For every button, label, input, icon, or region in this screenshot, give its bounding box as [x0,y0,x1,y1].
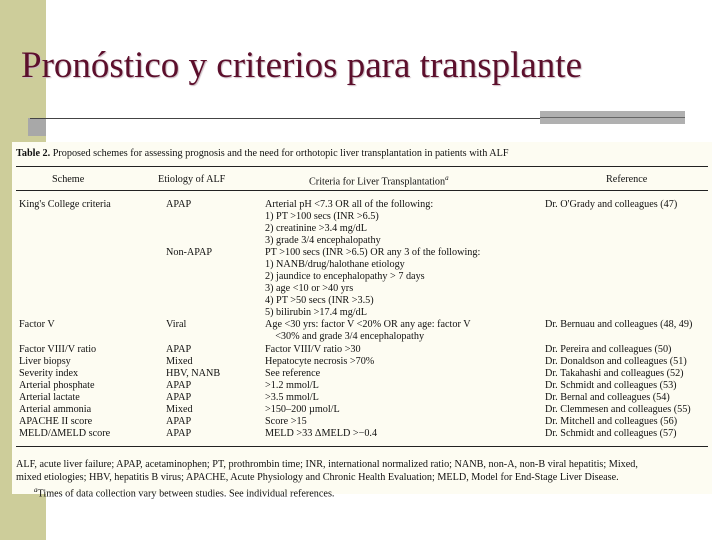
row-16-etiology: APAP [166,392,192,403]
header-reference: Reference [606,174,648,185]
row-10-reference: Dr. Bernuau and colleagues (48, 49) [545,319,693,330]
table-document [12,142,712,500]
slide-title: Pronóstico y criterios para transplante [21,45,582,86]
title-divider-line [30,118,540,119]
row-1-criteria: 1) PT >100 secs (INR >6.5) [265,211,379,222]
row-11-criteria: <30% and grade 3/4 encephalopathy [265,331,425,342]
header-criteria [309,174,449,187]
header-scheme: Scheme [52,174,85,185]
row-15-etiology: APAP [166,380,192,391]
row-0-scheme: King's College criteria [19,199,111,210]
row-13-scheme: Liver biopsy [19,356,71,367]
row-10-criteria: Age <30 yrs: factor V <20% OR any age: factor V [265,319,471,330]
row-10-scheme: Factor V [19,319,55,330]
row-16-criteria: >3.5 mmol/L [265,392,319,403]
row-15-criteria: >1.2 mmol/L [265,380,319,391]
row-16-reference: Dr. Bernal and colleagues (54) [545,392,670,403]
footnote-a [34,484,334,500]
row-13-etiology: Mixed [166,356,193,367]
header-etiology: Etiology of ALF [158,174,226,185]
footnote-a-text: Times of data collection vary between studies. See individual references. [37,488,335,500]
row-14-reference: Dr. Takahashi and colleagues (52) [545,368,684,379]
row-17-reference: Dr. Clemmesen and colleagues (55) [545,404,691,415]
row-17-etiology: Mixed [166,404,193,415]
row-12-reference: Dr. Pereira and colleagues (50) [545,344,672,355]
row-19-criteria: MELD >33 ΔMELD >−0.4 [265,428,378,439]
table-caption [16,148,509,159]
row-9-criteria: 5) bilirubin >17.4 mg/dL [265,307,367,318]
row-13-criteria: Hepatocyte necrosis >70% [265,356,375,367]
footnote-abbreviations-2: mixed etiologies; HBV, hepatitis B virus; APACHE, Acute Physiology and Chronic Health Evaluation; MELD, Model for End-Stage Liver Disease. [16,472,619,483]
row-16-scheme: Arterial lactate [19,392,80,403]
header-criteria-text: Criteria for Liver Transplantation [309,176,446,188]
row-0-reference: Dr. O'Grady and colleagues (47) [545,199,678,210]
row-2-criteria: 2) creatinine >3.4 mg/dL [265,223,367,234]
header-rule [16,190,708,191]
table-caption-text: Proposed schemes for assessing prognosis and the need for orthotopic liver transplantation in patients with ALF [52,148,509,159]
row-3-criteria: 3) grade 3/4 encephalopathy [265,235,381,246]
row-18-scheme: APACHE II score [19,416,93,427]
row-18-criteria: Score >15 [265,416,307,427]
row-17-criteria: >150–200 µmol/L [265,404,340,415]
row-6-criteria: 2) jaundice to encephalopathy > 7 days [265,271,425,282]
row-13-reference: Dr. Donaldson and colleagues (51) [545,356,687,367]
table-bottom-rule [16,446,708,447]
row-10-etiology: Viral [166,319,187,330]
table-caption-label: Table 2. [16,148,51,159]
row-5-criteria: 1) NANB/drug/halothane etiology [265,259,405,270]
row-0-etiology: APAP [166,199,192,210]
row-7-criteria: 3) age <10 or >40 yrs [265,283,354,294]
row-12-scheme: Factor VIII/V ratio [19,344,97,355]
row-14-scheme: Severity index [19,368,79,379]
row-12-criteria: Factor VIII/V ratio >30 [265,344,361,355]
row-14-criteria: See reference [265,368,321,379]
accent-square [28,118,46,136]
row-8-criteria: 4) PT >50 secs (INR >3.5) [265,295,374,306]
table-top-rule [16,166,708,167]
row-0-criteria: Arterial pH <7.3 OR all of the following: [265,199,434,210]
row-4-etiology: Non-APAP [166,247,213,258]
row-15-scheme: Arterial phosphate [19,380,95,391]
row-19-scheme: MELD/ΔMELD score [19,428,111,439]
row-18-etiology: APAP [166,416,192,427]
row-4-criteria: PT >100 secs (INR >6.5) OR any 3 of the following: [265,247,481,258]
row-17-scheme: Arterial ammonia [19,404,92,415]
row-19-etiology: APAP [166,428,192,439]
header-criteria-footnote-mark: a [445,174,449,182]
title-divider-bar [540,111,685,124]
row-18-reference: Dr. Mitchell and colleagues (56) [545,416,678,427]
footnote-abbreviations-1: ALF, acute liver failure; APAP, acetaminophen; PT, prothrombin time; INR, international normalized ratio; NANB, non-A, non-B viral hepatitis; Mixed, [16,459,638,470]
row-19-reference: Dr. Schmidt and colleagues (57) [545,428,677,439]
row-12-etiology: APAP [166,344,192,355]
row-15-reference: Dr. Schmidt and colleagues (53) [545,380,677,391]
footnote-a-mark: a [34,486,38,494]
row-14-etiology: HBV, NANB [166,368,221,379]
